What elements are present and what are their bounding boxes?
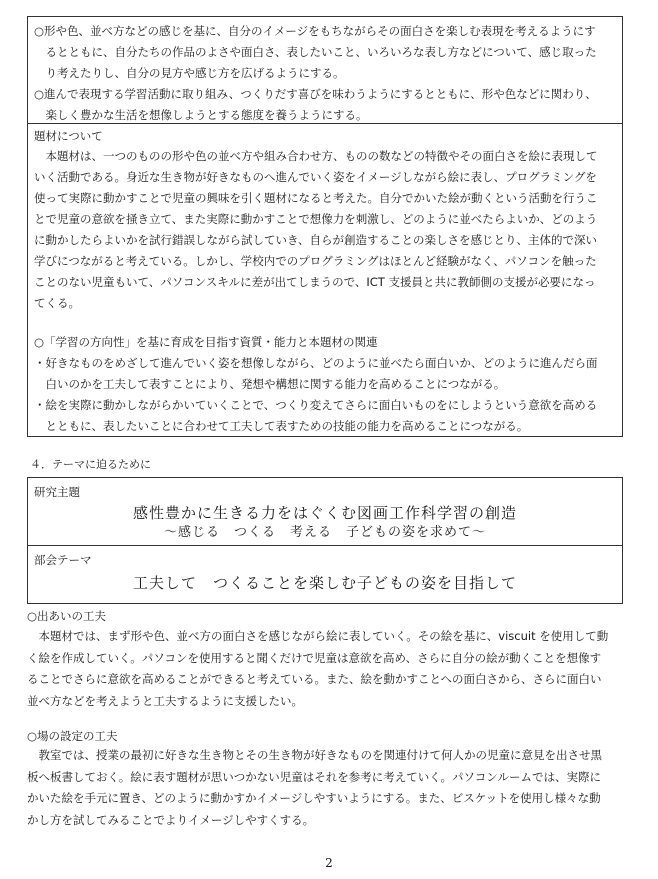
setting-body: 教室では、授業の最初に好きな生き物とその生き物が好きなものを関連付けて何人かの児童に意見を出させ黒 板へ板書しておく。絵に表す題材が思いつかない児童はそれを参考に考えていく。パソコンルームでは、実際に かいた絵を手元に置き、どのように動かすかイメージしやすいようにする。また、ビスケットを使用し様々な動 かし方を試してみることでよりイメージしやすくする。 xyxy=(27,748,602,827)
subcommittee-title: 工夫して つくることを楽しむ子どもの姿を目指して xyxy=(132,574,517,592)
encounter-heading: ○出あいの工夫 xyxy=(27,609,107,623)
page-number: 2 xyxy=(325,856,333,870)
direction-bullet-2: ・絵を実際に動かしながらかいていくことで、つくり変えてさらに面白いものをにしようという意欲を高める とともに、表したいことに合わせて工夫して表すための技能の能力を高めることにつながる。 xyxy=(34,398,598,433)
goal-4-text: ○進んで表現する学習活動に取り組み、つくりだす喜びを味わうようにするとともに、形や色などに関わり、 楽しく豊かな生活を想像しようとする態度を養うようにする。 xyxy=(34,87,597,122)
direction-bullet-1: ・好きなものをめざして進んでいく姿を想像しながら、どのように並べたら面白いか、どのように進んだら面 白いのかを工夫して表すことにより、発想や構想に関する能力を高めることにつながる。 xyxy=(34,356,598,391)
encounter-body: 本題材では、まず形や色、並べ方の面白さを感じながら絵に表していく。その絵を基に、viscuit を使用して動 く絵を作成していく。パソコンを使用すると聞くだけで児童は意欲を高め、さらに自分の絵が動くことを想像す ることでさらに意欲を高めることができると考えている。また、絵を動かすことへの面白さから、さらに面白い 並べ方などを考えようと工夫するように支援したい。 xyxy=(27,629,609,708)
research-title: 感性豊かに生きる力をはぐくむ図画工作科学習の創造 xyxy=(132,504,517,522)
section-4-heading: ４．テーマに迫るために xyxy=(30,458,151,471)
goal-3-text: ○形や色、並べ方などの感じを基に、自分のイメージをもちながらその面白さを楽しむ表現を考えるようにす るとともに、自分たちの作品のよさや面白さ、表したいこと、いろいろな表し方などについて、感じ取った り考えたりし、自分の見方や感じ方を広げるようにする。 xyxy=(34,24,597,80)
subcommittee-label: 部会テーマ xyxy=(34,553,92,567)
research-label: 研究主題 xyxy=(34,485,80,499)
subject-box xyxy=(27,123,623,437)
subject-body: 本題材は、一つのものの形や色の並べ方や組み合わせ方、ものの数などの特徴やその面白さを絵に表現して いく活動である。身近な生き物が好きなものへ進んでいく姿をイメージしながら絵に表し、プログラミングを 使って実際に動かすことで児童の興味を引く題材になると考えた。自分でかいた絵が動くという活動を行うこ とで児童の意欲を掻き立て、また実際に動かすことで想像力を刺激し、どのように並べたらよいか、どのよう に動かしたらよいかを試行錯誤しながら試していき、自らが創造することの楽しさを感じとり、主体的で深い 学びにつながると考えている。しかし、学校内でのプログラミングはほとんど経験がなく、パソコンを触った ことのない児童もいて、パソコンスキルに差が出てしまうので、ICT 支援員と共に教師側の支援が必要になっ てくる。 xyxy=(34,149,598,310)
theme-box xyxy=(27,477,623,604)
research-subtitle: ～感じる つくる 考える 子どもの姿を求めて～ xyxy=(163,525,486,540)
direction-heading: ○「学習の方向性」を基に育成を目指す資質・能力と本題材の関連 xyxy=(34,335,378,349)
objectives-box xyxy=(27,16,623,124)
setting-heading: ○場の設定の工夫 xyxy=(27,729,118,743)
subject-heading: 題材について xyxy=(34,129,103,143)
